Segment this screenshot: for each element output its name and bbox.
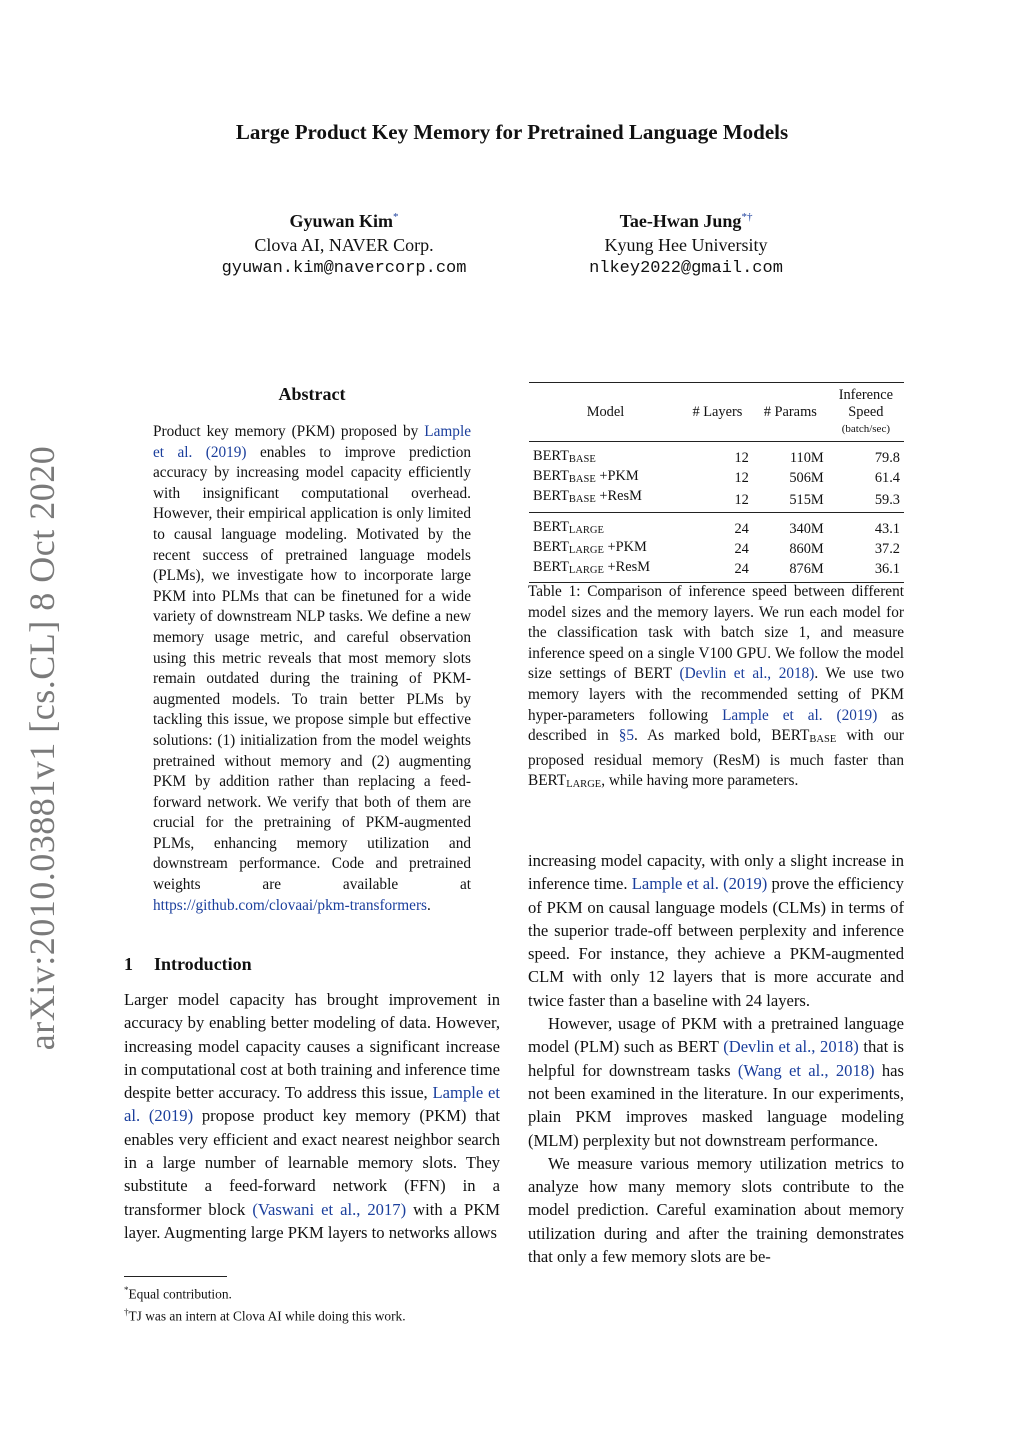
- caption-text: , while having more parameters.: [601, 772, 799, 790]
- cell-model: BERTLARGE +PKM: [533, 539, 647, 556]
- paragraph: [528, 849, 904, 1012]
- results-table: [529, 382, 904, 583]
- col-header-layers: # Layers: [682, 383, 753, 442]
- citation-link[interactable]: Lample et al. (2019): [722, 706, 878, 724]
- cell-layers: 24: [734, 540, 749, 557]
- col-header-speed: [828, 383, 904, 442]
- cell-params: 515M: [789, 491, 824, 508]
- intro-paragraph: [124, 988, 500, 1244]
- body-text: However, usage of PKM with a pretrained language model (PLM) such as BERT: [528, 1014, 904, 1057]
- abstract-heading: Abstract: [278, 384, 346, 404]
- paragraph: [528, 1012, 904, 1152]
- body-text: increasing model capacity, with only a slight increase in inference time.: [528, 851, 904, 894]
- citation-link[interactable]: (Devlin et al., 2018): [723, 1037, 859, 1057]
- footnote-1: [124, 1281, 500, 1303]
- citation-link[interactable]: Lample et al. (2019): [153, 423, 471, 461]
- section-ref-link[interactable]: §5: [618, 727, 634, 745]
- table-row: [529, 488, 904, 513]
- right-column-body: [528, 849, 904, 1268]
- abstract-body: [153, 422, 471, 916]
- subscript: BASE: [809, 734, 837, 746]
- cell-layers: 12: [734, 449, 749, 466]
- cell-params: 110M: [789, 449, 824, 466]
- header-unit: (batch/sec): [841, 423, 890, 435]
- body-text: propose product key memory (PKM) that enables very efficient and exact nearest neighbor search in a large number of learnable memory slots. They substitute a feed-forward network (FFN) in a transformer block: [124, 1106, 500, 1219]
- cell-model: BERTBASE +PKM: [533, 468, 639, 485]
- body-text: Larger model capacity has brought improvement in accuracy by enabling better modeling of data. However, increasing model capacity causes a significant increase in computational cost at both training and inference time despite better accuracy. To address this issue,: [124, 990, 501, 1103]
- cell-params: 340M: [753, 513, 828, 540]
- col-header-params: # Params: [753, 383, 828, 442]
- header-line: Speed: [848, 404, 884, 420]
- cell-layers: 12: [734, 491, 749, 508]
- caption-text: as described in: [528, 706, 904, 745]
- cell-speed: 36.1: [828, 559, 904, 583]
- citation-link[interactable]: Lample et al. (2019): [124, 1083, 500, 1126]
- table-row: [529, 513, 904, 540]
- author-block-1: [196, 205, 492, 281]
- table-row: [529, 539, 904, 559]
- table-row: [529, 442, 904, 469]
- body-text: that is helpful for downstream tasks: [528, 1037, 904, 1080]
- footnotes: [124, 1281, 500, 1326]
- citation-link[interactable]: (Vaswani et al., 2017): [252, 1199, 407, 1219]
- body-text: with a PKM layer. Augmenting large PKM layers to networks allows: [124, 1199, 501, 1242]
- caption-text: with our proposed residual memory (ResM) is much faster than BERT: [528, 727, 905, 790]
- col-header-model: Model: [529, 383, 682, 442]
- abstract-text: enables to improve prediction accuracy by increasing model capacity efficiently with insignificant computational overhead. However, their empirical application is only limited to causal language modeling. Motivated by the recent success of pretrained language models (PLMs), we investigate how to incorporate large PKM into PLMs that can be finetuned for a wide variety of downstream NLP tasks. We define a new memory usage metric, and careful observation using this metric reveals that most memory slots remain outdated during the training of PKM-augmented models. To train better PLMs by tackling this issue, we propose simple but effective solutions: (1) initialization from the model weights pretrained without memory and (2) augmenting PKM by addition rather than replacing a feed-forward network. We verify that both of them are crucial for the pretraining of PKM-augmented PLMs, enhancing memory utilization and downstream performance. Code and pretrained weights are available at: [153, 443, 471, 894]
- section-number: 1: [124, 954, 133, 974]
- punctuation: .: [427, 896, 431, 914]
- cell-speed: 61.4: [874, 469, 900, 486]
- cell-layers: 24: [682, 559, 753, 583]
- footnote-mark: †: [124, 1307, 129, 1318]
- author-affiliation: Kyung Hee University: [604, 235, 768, 255]
- arxiv-identifier: [0, 0, 84, 1448]
- author-mark: *†: [741, 211, 753, 223]
- cell-speed: 43.1: [828, 513, 904, 540]
- cell-layers: 24: [682, 513, 753, 540]
- section-heading: [124, 954, 252, 975]
- cell-model: BERTBASE: [533, 448, 596, 465]
- footnote-rule: [124, 1276, 227, 1277]
- caption-text: . As marked bold, BERT: [634, 727, 810, 745]
- citation-link[interactable]: (Devlin et al., 2018): [679, 665, 815, 683]
- table-caption: [528, 582, 904, 796]
- author-mark: *: [393, 211, 399, 223]
- footnote-text: TJ was an intern at Clova AI while doing this work.: [128, 1308, 406, 1324]
- author-name: Tae-Hwan Jung: [619, 211, 742, 231]
- citation-link[interactable]: (Wang et al., 2018): [737, 1060, 875, 1080]
- cell-model: BERTLARGE +ResM: [529, 559, 682, 583]
- subscript: LARGE: [566, 779, 602, 791]
- cell-model: BERTBASE +ResM: [533, 488, 642, 505]
- cell-speed: 59.3: [874, 491, 900, 508]
- cell-speed: 79.8: [874, 449, 900, 466]
- caption-text: Table 1: Comparison of inference speed between different model sizes and the memory layers. We run each model for the classification task with batch size 1, and measure inference speed on a single V100 GPU. We follow the model size settings of BERT: [528, 583, 904, 683]
- abstract-text: Product key memory (PKM) proposed by: [153, 423, 419, 440]
- cell-speed: 37.2: [874, 540, 900, 557]
- table-row: [529, 559, 904, 583]
- header-line: Inference: [838, 387, 894, 403]
- arxiv-id-text: arXiv:2010.03881v1 [cs.CL] 8 Oct 2020: [22, 445, 62, 1051]
- cell-params: 860M: [789, 540, 824, 557]
- footnote-mark: *: [124, 1285, 129, 1295]
- author-affiliation: Clova AI, NAVER Corp.: [254, 235, 434, 255]
- paper-title: Large Product Key Memory for Pretrained Language Models: [235, 120, 789, 144]
- cell-layers: 12: [734, 469, 749, 486]
- cell-model: BERTLARGE: [529, 513, 682, 540]
- author-block-2: [552, 205, 820, 281]
- citation-link[interactable]: Lample et al. (2019): [631, 874, 768, 894]
- author-email: gyuwan.kim@navercorp.com: [221, 259, 467, 278]
- author-email: nlkey2022@gmail.com: [589, 259, 783, 278]
- footnote-text: Equal contribution.: [128, 1286, 232, 1302]
- section-title: Introduction: [154, 954, 252, 974]
- body-text: has not been examined in the literature. In our experiments, plain PKM improves masked language modeling (MLM) perplexity but not downstream performance.: [528, 1060, 904, 1150]
- footnote-2: [124, 1303, 500, 1325]
- caption-text: . We use two memory layers with the recommended setting of PKM hyper-parameters following: [528, 665, 905, 724]
- body-text: prove the efficiency of PKM on causal language models (CLMs) in terms of the superior trade-off between perplexity and inference speed. For instance, they achieve a PKM-augmented CLM with only 12 layers that is more accurate and twice faster than a baseline with 24 layers.: [528, 874, 904, 1010]
- code-url-link[interactable]: https://github.com/clovaai/pkm-transformers: [153, 896, 428, 914]
- paragraph: We measure various memory utilization metrics to analyze how many memory slots contribute to the model prediction. Careful examination about memory utilization during and after the training demonstrates that only a few memory slots are be-: [528, 1153, 904, 1267]
- table-row: [529, 468, 904, 488]
- cell-params: 876M: [753, 559, 828, 583]
- cell-params: 506M: [789, 469, 824, 486]
- author-name: Gyuwan Kim: [289, 211, 394, 231]
